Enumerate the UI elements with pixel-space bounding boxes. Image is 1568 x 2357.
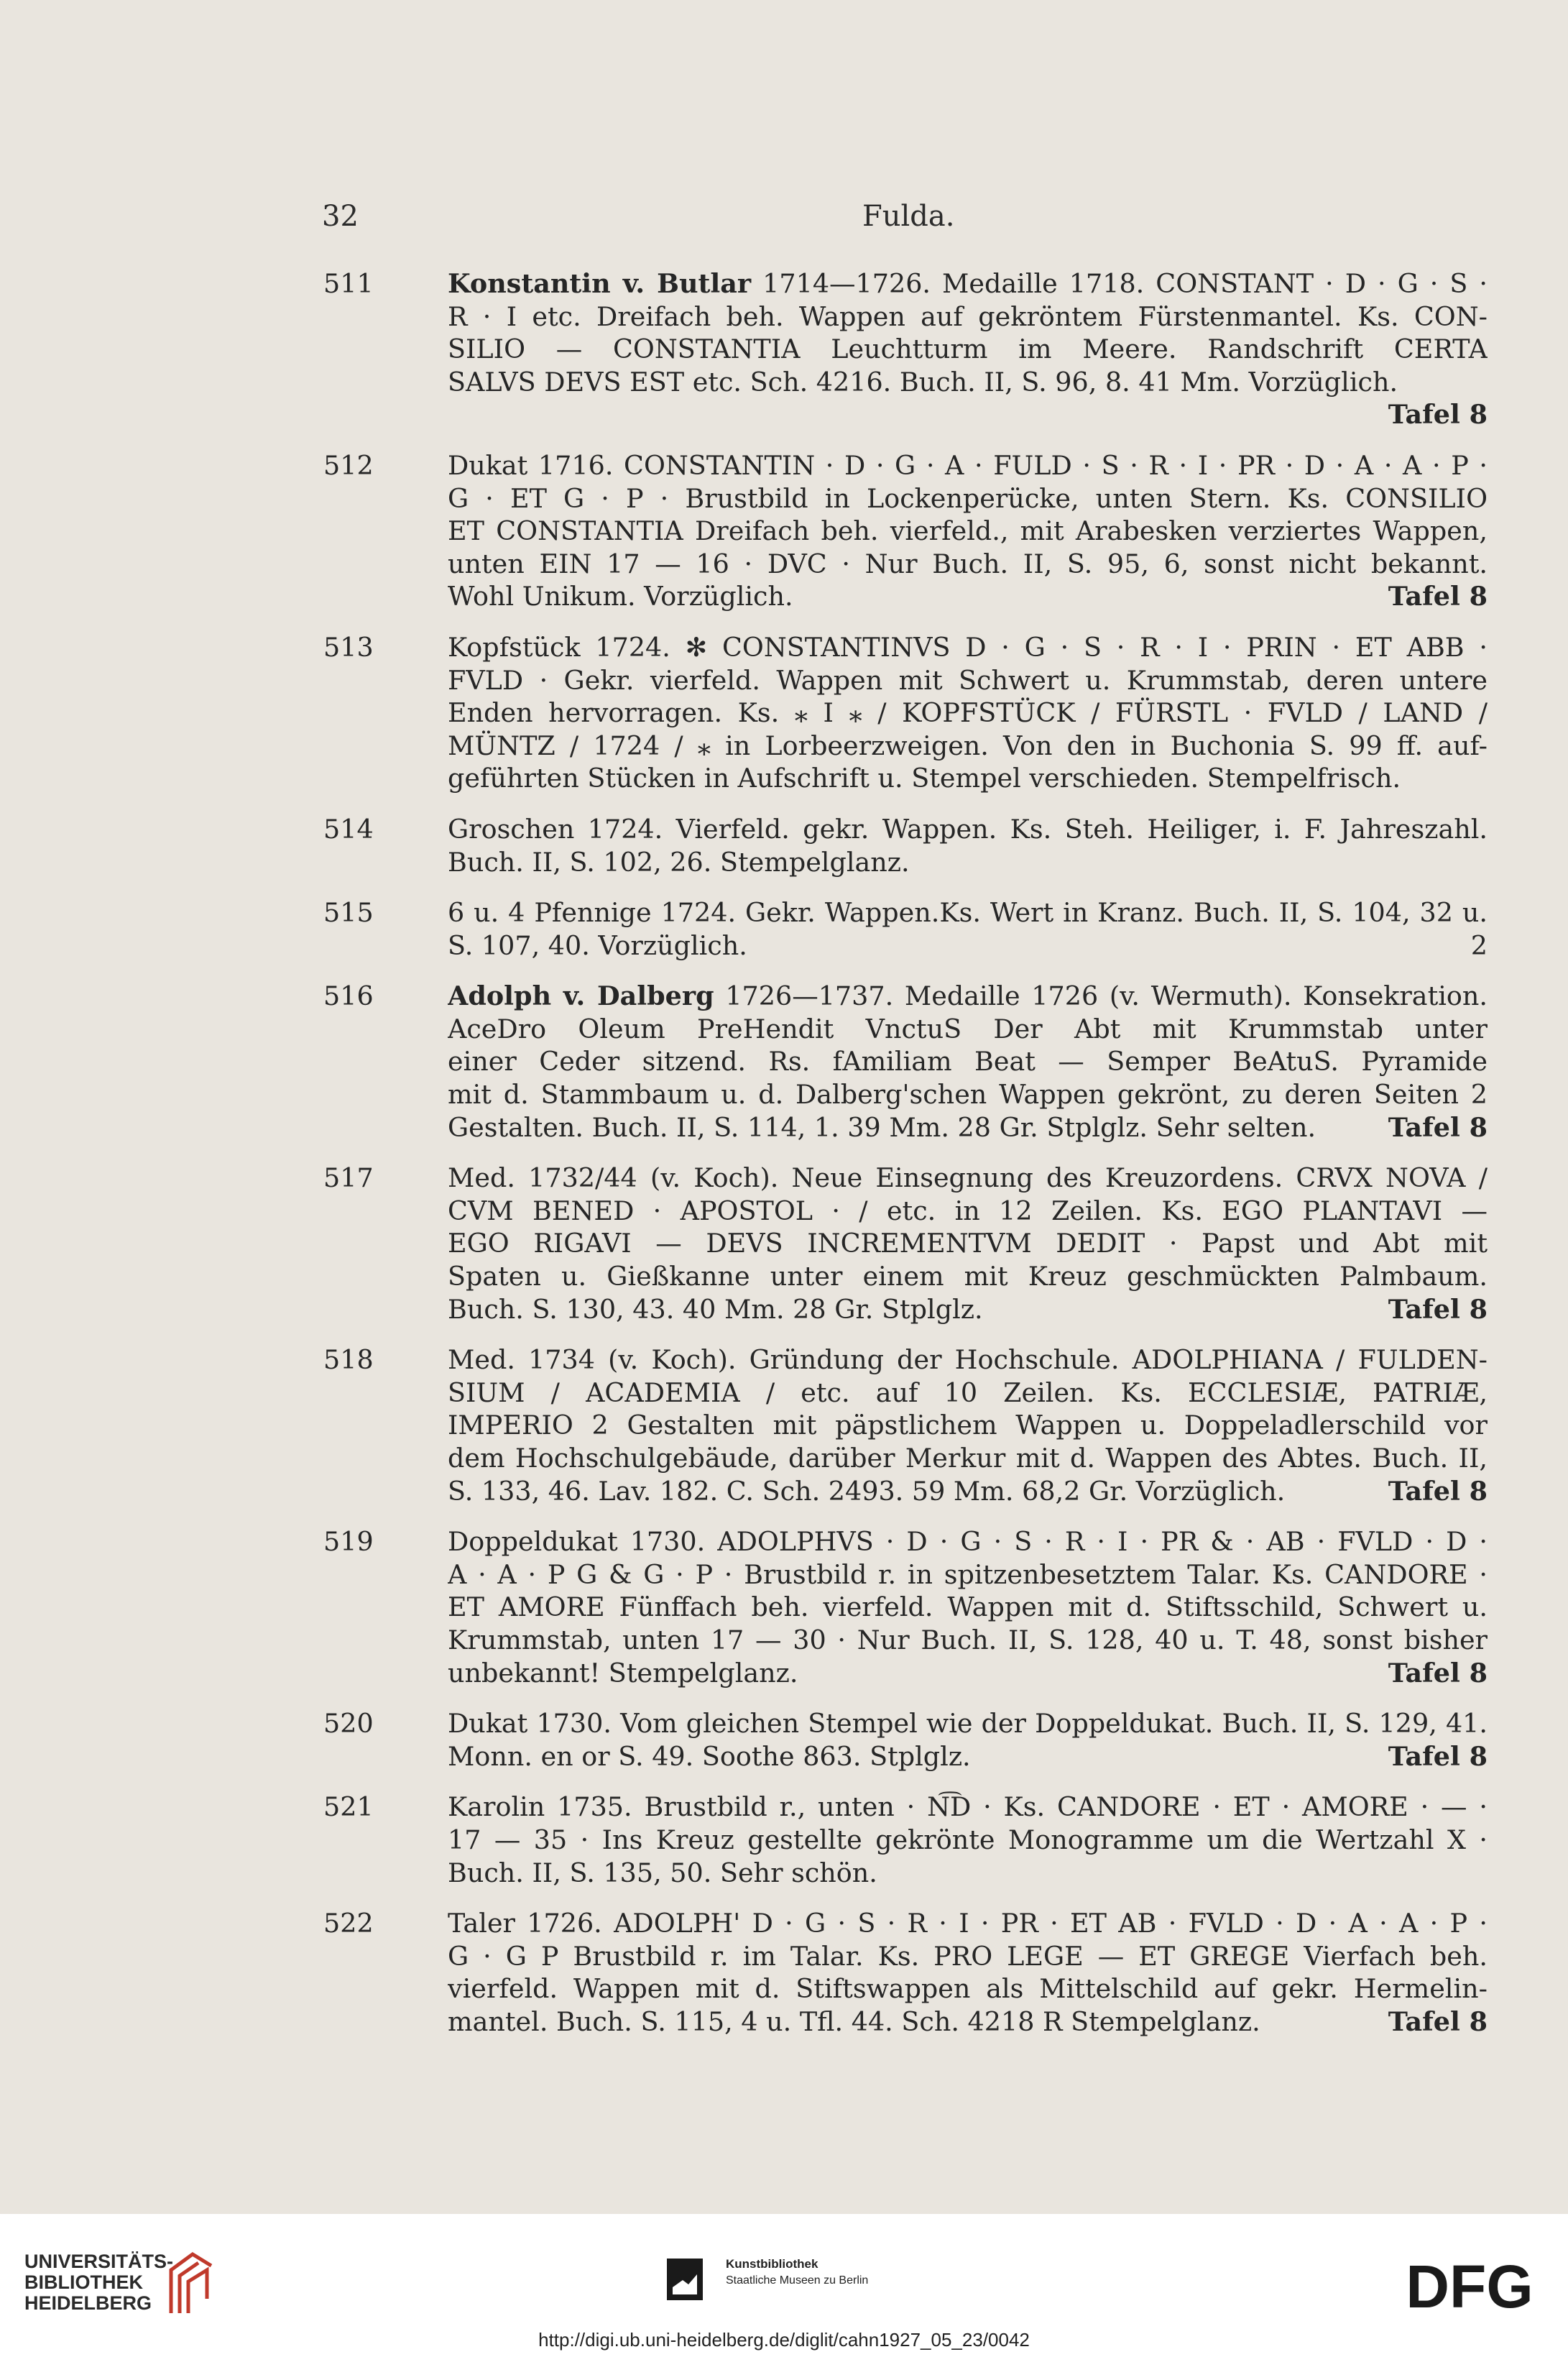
entry-text: Buch. S. 130, 43. 40 Mm. 28 Gr. Stplglz. <box>448 1293 983 1325</box>
entry-text-line: 17 — 35 · Ins Kreuz gestellte gekrönte Monogramme um die Wertzahl X · <box>448 1824 1488 1855</box>
entry-text-line: Konstantin v. Butlar 1714—1726. Medaille 1718. CONSTANT · D · G · S · <box>448 268 1488 299</box>
plate-reference: Tafel 8 <box>1388 1475 1488 1507</box>
entry-text-line: G · G P Brustbild r. im Talar. Ks. PRO LEGE — ET GREGE Vierfach beh. <box>448 1940 1488 1972</box>
entry-text-line: CVM BENED · APOSTOL · / etc. in 12 Zeilen. Ks. EGO PLANTAVI — <box>448 1195 1488 1226</box>
footer <box>0 2214 1568 2357</box>
running-head: Fulda. <box>862 200 955 233</box>
catalog-entry <box>323 1525 1488 1689</box>
entry-number: 522 <box>323 1908 374 1939</box>
catalog-entry <box>323 813 1488 878</box>
entry-text-line: unten EIN 17 — 16 · DVC · Nur Buch. II, S. 95, 6, sonst nicht bekannt. <box>448 548 1488 579</box>
kunstbibliothek-mark-icon <box>667 2259 703 2300</box>
entry-text-line: 6 u. 4 Pfennige 1724. Gekr. Wappen.Ks. Wert in Kranz. Buch. II, S. 104, 32 u. <box>448 897 1488 929</box>
entry-text-line: Dukat 1716. CONSTANTIN · D · G · A · FULD · S · R · I · PR · D · A · A · P · <box>448 449 1488 481</box>
plate-reference: 2 <box>1470 929 1488 961</box>
entry-number: 517 <box>323 1162 374 1194</box>
entry-number: 512 <box>323 449 374 481</box>
entry-text-line: AcеDro Oleum PreHendit VnctuS Der Abt mit Krummstab unter <box>448 1013 1488 1044</box>
entry-number: 520 <box>323 1708 374 1740</box>
ruler-name: Adolph v. Dalberg <box>448 980 714 1012</box>
entry-text-line <box>448 1657 1488 1690</box>
university-logo-line: HEIDELBERG <box>24 2292 152 2314</box>
plate-reference: Tafel 8 <box>1388 581 1488 612</box>
kunstbibliothek-logo[interactable] <box>726 2257 868 2287</box>
entry-text-line: Adolph v. Dalberg 1726—1737. Medaille 1726 (v. Wermuth). Konsekration. <box>448 980 1488 1012</box>
permalink-url[interactable]: http://digi.ub.uni-heidelberg.de/diglit/cahn1927_05_23/0042 <box>538 2329 1030 2351</box>
entry-text-line: vierfeld. Wappen mit d. Stiftswappen als Mittelschild auf gekr. Hermelin- <box>448 1973 1488 2005</box>
plate-reference: Tafel 8 <box>1388 2005 1488 2037</box>
catalog-entry <box>323 267 1488 431</box>
page-number: 32 <box>322 200 359 233</box>
kunstbibliothek-subtitle: Staatliche Museen zu Berlin <box>726 2274 869 2287</box>
catalog-entries <box>323 267 1488 2057</box>
entry-text-line: Krummstab, unten 17 — 30 · Nur Buch. II, S. 128, 40 u. T. 48, sonst bisher <box>448 1624 1488 1655</box>
entry-number: 511 <box>323 268 374 299</box>
entry-text-line: Spaten u. Gießkanne unter einem mit Kreuz geschmückten Palmbaum. <box>448 1261 1488 1292</box>
entry-text-line: Enden hervorragen. Ks. ⁎ I ⁎ / KOPFSTÜCK / FÜRSTL · FVLD / LAND / <box>448 697 1488 729</box>
entry-text: mantel. Buch. S. 115, 4 u. Tfl. 44. Sch. 4218 R Stempelglanz. <box>448 2005 1260 2037</box>
entry-text-line: MÜNTZ / 1724 / ⁎ in Lorbeerzweigen. Von den in Buchonia S. 99 ff. auf- <box>448 730 1488 761</box>
entry-text: S. 107, 40. Vorzüglich. <box>448 929 747 961</box>
entry-text-line: G · ET G · P · Brustbild in Lockenperücke, unten Stern. Ks. CONSILIO <box>448 482 1488 514</box>
entry-number: 515 <box>323 897 374 929</box>
entry-text-line: Karolin 1735. Brustbild r., unten · N͡D · Ks. CANDORE · ET · AMORE · — · <box>448 1791 1488 1823</box>
entry-number: 518 <box>323 1344 374 1376</box>
entry-text-line: Buch. II, S. 135, 50. Sehr schön. <box>448 1857 877 1888</box>
plate-reference: Tafel 8 <box>1388 1657 1488 1689</box>
plate-reference: Tafel 8 <box>1388 399 1488 431</box>
entry-text-line: EGO RIGAVI — DEVS INCREMENTVM DEDIT · Papst und Abt mit <box>448 1228 1488 1259</box>
entry-text: Gestalten. Buch. II, S. 114, 1. 39 Mm. 28 Gr. Stplglz. Sehr selten. <box>448 1111 1316 1143</box>
catalog-entry <box>323 1907 1488 2038</box>
entry-text-line: SALVS DEVS EST etc. Sch. 4216. Buch. II, S. 96, 8. 41 Mm. Vorzüglich. <box>448 366 1398 398</box>
entry-number: 516 <box>323 980 374 1012</box>
entry-text-line: ET AMORE Fünffach beh. vierfeld. Wappen mit d. Stiftsschild, Schwert u. <box>448 1591 1488 1623</box>
entry-text-line: Med. 1732/44 (v. Koch). Neue Einsegnung des Kreuzordens. CRVX NOVA / <box>448 1162 1488 1194</box>
entry-text-line: FVLD · Gekr. vierfeld. Wappen mit Schwert u. Krummstab, deren untere <box>448 664 1488 696</box>
catalog-entry <box>323 449 1488 613</box>
entry-text-line <box>448 2005 1488 2039</box>
plate-reference: Tafel 8 <box>1388 1293 1488 1325</box>
entry-number: 513 <box>323 631 374 663</box>
entry-text: Wohl Unikum. Vorzüglich. <box>448 581 793 612</box>
entry-text-line: IMPERIO 2 Gestalten mit päpstlichem Wappen u. Doppeladlerschild vor <box>448 1410 1488 1441</box>
kunstbibliothek-title: Kunstbibliothek <box>726 2257 818 2271</box>
entry-text-line <box>448 1111 1488 1144</box>
catalog-entry <box>323 980 1488 1144</box>
entry-text-line <box>448 1475 1488 1508</box>
entry-text-line <box>448 580 1488 613</box>
entry-text-line: dem Hochschulgebäude, darüber Merkur mit d. Wappen des Abtes. Buch. II, <box>448 1443 1488 1474</box>
entry-text-line: Doppeldukat 1730. ADOLPHVS · D · G · S · R · I · PR & · AB · FVLD · D · <box>448 1526 1488 1558</box>
university-emblem-icon <box>164 2248 216 2320</box>
entry-text-line: ET CONSTANTIA Dreifach beh. vierfeld., mit Arabesken verziertes Wappen, <box>448 515 1488 547</box>
entry-text: unbekannt! Stempelglanz. <box>448 1657 798 1689</box>
entry-text-line: einer Ceder sitzend. Rs. fAmiliam Beat — Semper BeAtuS. Pyramide <box>448 1046 1488 1078</box>
university-logo-line: UNIVERSITÄTS- <box>24 2251 174 2272</box>
entry-text-line: Buch. II, S. 102, 26. Stempelglanz. <box>448 846 910 878</box>
university-logo-line: BIBLIOTHEK <box>24 2271 143 2293</box>
entry-text-line: SIUM / ACADEMIA / etc. auf 10 Zeilen. Ks. ECCLESIÆ, PATRIÆ, <box>448 1377 1488 1408</box>
dfg-logo[interactable] <box>1394 2251 1545 2323</box>
entry-text-line: Dukat 1730. Vom gleichen Stempel wie der Doppeldukat. Buch. II, S. 129, 41. <box>448 1708 1488 1740</box>
entry-text-line: Kopfstück 1724. ✻ CONSTANTINVS D · G · S · R · I · PRIN · ET ABB · <box>448 631 1488 663</box>
ruler-name: Konstantin v. Butlar <box>448 268 752 299</box>
catalog-entry <box>323 1162 1488 1325</box>
entry-text-line <box>448 929 1488 962</box>
entry-text-line <box>448 1740 1488 1773</box>
catalog-entry <box>323 896 1488 962</box>
catalog-entry <box>323 1707 1488 1773</box>
catalog-entry <box>323 1343 1488 1507</box>
entry-number: 519 <box>323 1526 374 1558</box>
entry-text: Monn. en or S. 49. Soothe 863. Stplglz. <box>448 1740 971 1772</box>
plate-reference-line <box>448 398 1488 431</box>
entry-text-line: Groschen 1724. Vierfeld. gekr. Wappen. Ks. Steh. Heiliger, i. F. Jahreszahl. <box>448 813 1488 845</box>
entry-text-line: A · A · P G & G · P · Brustbild r. in spitzenbesetztem Talar. Ks. CANDORE · <box>448 1558 1488 1590</box>
entry-text-line: R · I etc. Dreifach beh. Wappen auf gekröntem Fürstenmantel. Ks. CON- <box>448 300 1488 332</box>
entry-text-line: geführten Stücken in Aufschrift u. Stempel verschieden. Stempelfrisch. <box>448 763 1401 794</box>
entry-text-line: Taler 1726. ADOLPH' D · G · S · R · I · PR · ET AB · FVLD · D · A · A · P · <box>448 1908 1488 1939</box>
entry-text-line: mit d. Stammbaum u. d. Dalberg'schen Wappen gekrönt, zu deren Seiten 2 <box>448 1079 1488 1111</box>
university-library-logo[interactable] <box>24 2251 173 2314</box>
entry-number: 514 <box>323 813 374 845</box>
catalog-entry <box>323 631 1488 795</box>
entry-text-line <box>448 1293 1488 1326</box>
entry-text: S. 133, 46. Lav. 182. C. Sch. 2493. 59 Mm. 68,2 Gr. Vorzüglich. <box>448 1475 1286 1507</box>
entry-text-line: SILIO — CONSTANTIA Leuchtturm im Meere. Randschrift CERTA <box>448 334 1488 365</box>
dfg-logo-text: DFG <box>1406 2253 1534 2320</box>
catalog-entry <box>323 1791 1488 1889</box>
plate-reference: Tafel 8 <box>1388 1740 1488 1772</box>
plate-reference: Tafel 8 <box>1388 1111 1488 1143</box>
entry-text-line: Med. 1734 (v. Koch). Gründung der Hochschule. ADOLPHIANA / FULDEN- <box>448 1344 1488 1376</box>
entry-number: 521 <box>323 1791 374 1823</box>
